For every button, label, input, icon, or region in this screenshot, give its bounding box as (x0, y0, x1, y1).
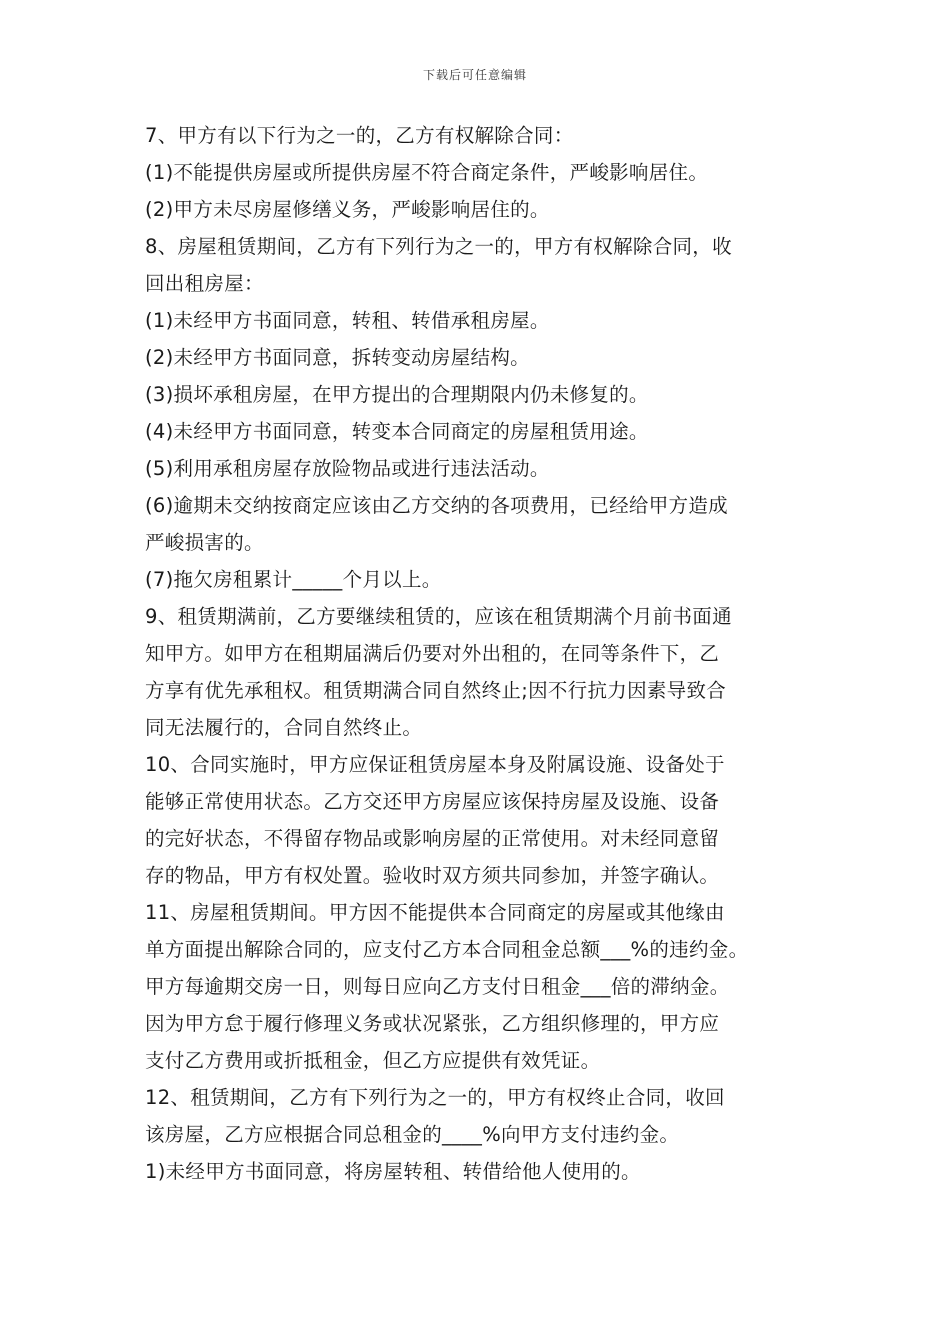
page-header: 下载后可任意编辑 (422, 68, 527, 82)
document-body (145, 117, 825, 1190)
text-line: 能够正常使用状态。乙方交还甲方房屋应该保持房屋及设施、设备 (145, 790, 720, 813)
text-line: 9、租赁期满前，乙方要继续租赁的，应该在租赁期满个月前书面通 (145, 605, 732, 628)
text-line: 严峻损害的。 (145, 531, 264, 554)
text-line: 甲方每逾期交房一日，则每日应向乙方支付日租金___倍的滞纳金。 (145, 975, 730, 998)
text-line: 回出租房屋： (145, 272, 264, 295)
text-line: 该房屋，乙方应根据合同总租金的____%向甲方支付违约金。 (145, 1123, 680, 1146)
text-line: 因为甲方怠于履行修理义务或状况紧张，乙方组织修理的，甲方应 (145, 1012, 720, 1035)
text-line: 7、甲方有以下行为之一的，乙方有权解除合同： (145, 124, 574, 147)
text-line: (2)甲方未尽房屋修缮义务，严峻影响居住的。 (145, 198, 550, 221)
text-line: 支付乙方费用或折抵租金，但乙方应提供有效凭证。 (145, 1049, 601, 1072)
text-line: 1)未经甲方书面同意，将房屋转租、转借给他人使用的。 (145, 1160, 641, 1183)
text-line: (3)损坏承租房屋，在甲方提出的合理期限内仍未修复的。 (145, 383, 649, 406)
text-line: (5)利用承租房屋存放险物品或进行违法活动。 (145, 457, 550, 480)
text-line: 方享有优先承租权。租赁期满合同自然终止;因不行抗力因素导致合 (145, 679, 727, 702)
text-line: 11、房屋租赁期间。甲方因不能提供本合同商定的房屋或其他缘由 (145, 901, 725, 924)
text-line: 12、租赁期间，乙方有下列行为之一的，甲方有权终止合同，收回 (145, 1086, 725, 1109)
text-line: (2)未经甲方书面同意，拆转变动房屋结构。 (145, 346, 530, 369)
text-line: (1)不能提供房屋或所提供房屋不符合商定条件，严峻影响居住。 (145, 161, 709, 184)
text-line: (6)逾期未交纳按商定应该由乙方交纳的各项费用，已经给甲方造成 (145, 494, 728, 517)
text-line: (7)拖欠房租累计_____个月以上。 (145, 568, 442, 591)
text-line: 10、合同实施时，甲方应保证租赁房屋本身及附属设施、设备处于 (145, 753, 725, 776)
text-line: 存的物品，甲方有权处置。验收时双方须共同参加，并签字确认。 (145, 864, 720, 887)
text-line: 同无法履行的，合同自然终止。 (145, 716, 423, 739)
text-line: 的完好状态，不得留存物品或影响房屋的正常使用。对未经同意留 (145, 827, 720, 850)
text-line: 8、房屋租赁期间，乙方有下列行为之一的，甲方有权解除合同，收 (145, 235, 732, 258)
text-line: (4)未经甲方书面同意，转变本合同商定的房屋租赁用途。 (145, 420, 649, 443)
text-line: 单方面提出解除合同的，应支付乙方本合同租金总额___%的违约金。 (145, 938, 749, 961)
text-line: 知甲方。如甲方在租期届满后仍要对外出租的，在同等条件下，乙 (145, 642, 720, 665)
text-line: (1)未经甲方书面同意，转租、转借承租房屋。 (145, 309, 550, 332)
